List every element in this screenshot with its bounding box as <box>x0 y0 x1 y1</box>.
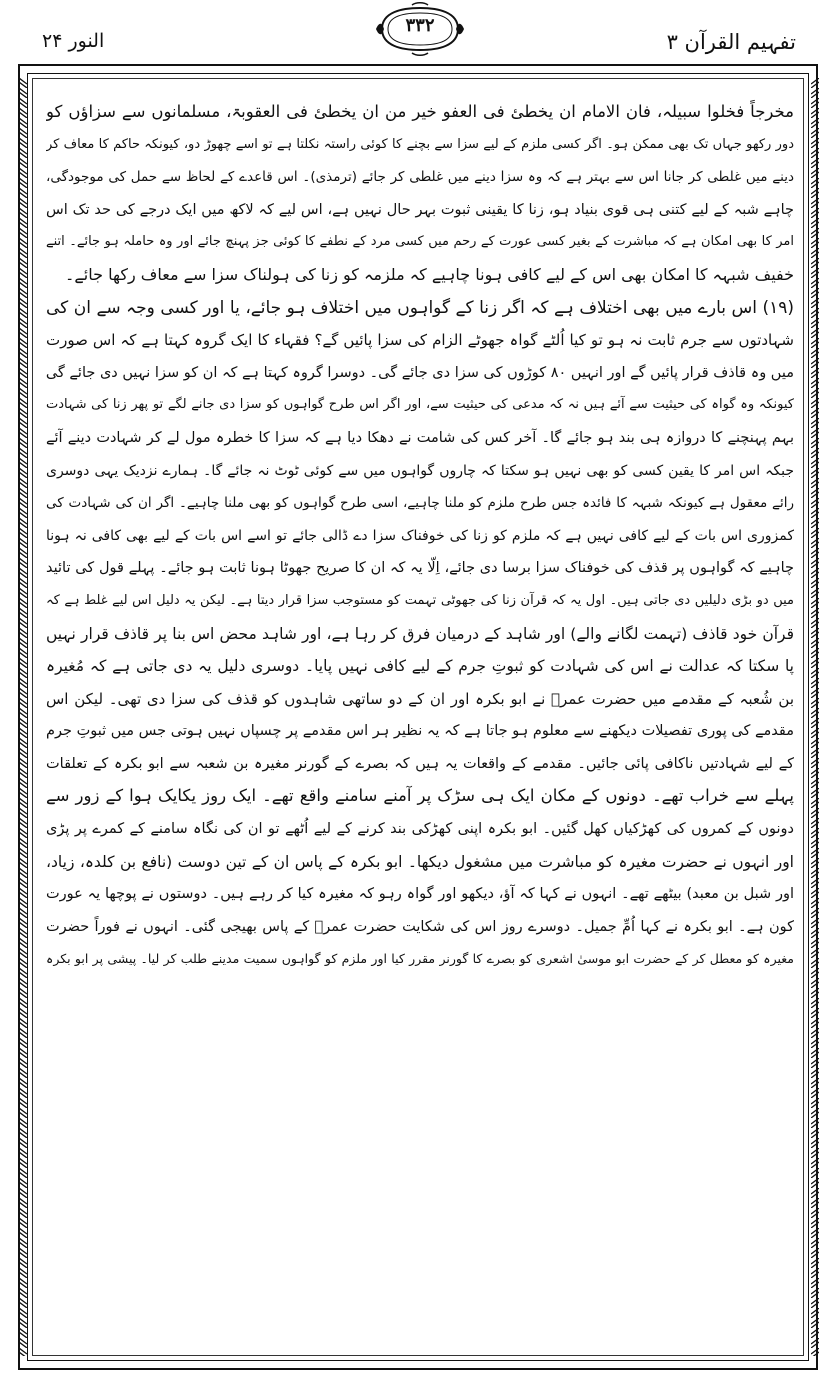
text-line: میں دو بڑی دلیلیں دی جاتی ہیں۔ اول یہ کہ قرآن زنا کی جھوٹی تہمت کو مستوجب سزا قرار دیتا ہے۔ لیکن یہ دلیل اس لیے غلط ہے کہ <box>46 592 794 608</box>
book-title: تفہیم القرآن ۳ <box>666 30 796 54</box>
page-header <box>0 0 840 70</box>
text-line: دور رکھو جہاں تک بھی ممکن ہو۔ اگر کسی ملزم کے لیے سزا سے بچنے کا کوئی راستہ نکلتا ہے تو اسے چھوڑ دو، کیونکہ حاکم کا معاف کر <box>46 136 794 152</box>
paragraph-2-note-19 <box>46 292 794 976</box>
text-line: خفیف شبہہ کا امکان بھی اس کے لیے کافی ہونا چاہیے کہ ملزمہ کو زنا کی ہولناک سزا سے معاف رکھا جائے۔ <box>65 264 794 284</box>
text-line: دونوں کے کمروں کی کھڑکیاں کھل گئیں۔ ابو بکرہ اپنی کھڑکی بند کرنے کے لیے اُٹھے تو ان کی نگاہ سامنے کے کمرے پر پڑی <box>46 821 794 838</box>
text-line: میں وہ قاذف قرار پائیں گے اور انہیں ۸۰ کوڑوں کی سزا دی جائے گی۔ دوسرا گروہ کہتا ہے کہ ان کو سزا نہیں دی جائے گی <box>46 364 794 381</box>
text-line: قرآن خود قاذف (تہمت لگانے والے) اور شاہد کے درمیان فرق کر رہا ہے، اور شاہد محض اس بنا پر قاذف قرار نہیں <box>46 624 794 643</box>
rope-border-right-icon <box>811 78 819 1356</box>
text-line: اور شبل بن معبد) بیٹھے تھے۔ انہوں نے کہا کہ آؤ، دیکھو اور گواہ رہو کہ مغیرہ کیا کر رہے ہیں۔ دوستوں نے پوچھا یہ عورت <box>46 886 794 903</box>
text-line: کے لیے شہادتیں ناکافی پائی جائیں۔ مقدمے کے واقعات یہ ہیں کہ بصرے کے گورنر مغیرہ بن شعبہ سے ابو بکرہ کے تعلقات <box>46 755 794 772</box>
text-line: پا سکتا کہ عدالت نے اس کی شہادت کو ثبوتِ جرم کے لیے کافی نہیں پایا۔ دوسری دلیل یہ دی جاتی ہے کہ مُغیرہ <box>46 657 794 676</box>
paragraph-1 <box>46 96 794 292</box>
text-line: چاہے شبہ کے لیے کتنی ہی قوی بنیاد ہو، زنا کا یقینی ثبوت بہر حال نہیں ہے، اس لیے کہ لاکھ میں ایک درجے کی حد تک اس <box>46 201 794 218</box>
commentary-text <box>46 96 794 976</box>
text-line: مقدمے کی پوری تفصیلات دیکھنے سے معلوم ہو جاتا ہے کہ یہ نظیر ہر اس مقدمے پر چسپاں نہیں ہوتی جس میں ثبوتِ جرم <box>46 723 794 740</box>
text-line: مخرجاً فخلوا سبیلہ، فان الامام ان یخطئ فی العفو خیر من ان یخطئ فی العقوبۃ، مسلمانوں سے سزاؤں کو <box>46 102 794 121</box>
text-line: چاہیے کہ گواہوں پر قذف کی خوفناک سزا برسا دی جائے، اِلّا یہ کہ ان کا صریح جھوٹا ہونا ثابت ہو جائے۔ پہلے قول کی تائید <box>46 560 794 577</box>
text-line: جبکہ اس امر کا یقین کسی کو بھی نہیں ہو سکتا کہ چاروں گواہوں میں سے کوئی ٹوٹ نہ جائے گا۔ ہمارے نزدیک یہی دوسری <box>46 462 794 479</box>
text-line: شہادتوں سے جرم ثابت نہ ہو تو کیا اُلٹے گواہ جھوٹے الزام کی سزا پائیں گے؟ فقہاء کا ایک گروہ کہتا ہے کہ اس صورت <box>46 331 794 350</box>
text-line: امر کا بھی امکان ہے کہ مباشرت کے بغیر کسی عورت کے رحم میں کسی مرد کے نطفے کا کوئی جز پہنچ جائے اور وہ حاملہ ہو جائے۔ اتنے <box>46 234 794 250</box>
text-line: کون ہے۔ ابو بکرہ نے کہا اُمِّ جمیل۔ دوسرے روز اس کی شکایت حضرت عمرؓ کے پاس بھیجی گئی۔ انہوں نے فوراً حضرت <box>46 918 794 935</box>
text-line: پہلے سے خراب تھے۔ دونوں کے مکان ایک ہی سڑک پر آمنے سامنے واقع تھے۔ ایک روز یکایک ہوا کے زور سے <box>46 786 794 806</box>
text-line: کیونکہ وہ گواہ کی حیثیت سے آئے ہیں نہ کہ مدعی کی حیثیت سے، اور اگر اس طرح گواہوں کو سزا دی جانے لگے تو پھر زنا کی شہادت <box>46 397 794 413</box>
text-line: بہم پہنچنے کا دروازہ ہی بند ہو جائے گا۔ آخر کس کی شامت نے دھکا دیا ہے کہ سزا کا خطرہ مول لے کر شہادت دینے آئے <box>46 429 794 446</box>
page-number-cartouche <box>372 2 468 56</box>
text-line: بن شُعبہ کے مقدمے میں حضرت عمرؓ نے ابو بکرہ اور ان کے دو ساتھی شاہدوں کو قذف کی سزا دی تھی۔ لیکن اس <box>46 689 794 708</box>
rope-border-left-icon <box>19 78 27 1356</box>
surah-reference: النور ۲۴ <box>42 30 105 52</box>
text-line: مغیرہ کو معطل کر کے حضرت ابو موسیٰ اشعری کو بصرے کا گورنر مقرر کیا اور ملزم کو گواہوں سمیت مدینے طلب کر لیا۔ پیشی پر ابو بکرہ <box>46 951 794 967</box>
page-number: ۳۳۲ <box>405 15 435 36</box>
text-line: کمزوری اس بات کے لیے کافی نہیں ہے کہ ملزم کو زنا کی خوفناک سزا دے ڈالی جائے تو اسے اس بات کے لیے بھی کافی نہ ہونا <box>46 527 794 544</box>
text-line: (۱۹) اس بارے میں بھی اختلاف ہے کہ اگر زنا کے گواہوں میں اختلاف ہو جائے، یا اور کسی وجہ سے ان کی <box>46 297 794 318</box>
text-line: دینے میں غلطی کر جانا اس سے بہتر ہے کہ وہ سزا دینے میں غلطی کر جائے (ترمذی)۔ اس قاعدے کے لحاظ سے حمل کی موجودگی، <box>46 169 794 186</box>
text-line: اور انہوں نے حضرت مغیرہ کو مباشرت میں مشغول دیکھا۔ ابو بکرہ کے پاس ان کے تین دوست (نافع بن کلدہ، زیاد، <box>46 852 794 871</box>
text-line: رائے معقول ہے کیونکہ شبہہ کا فائدہ جس طرح ملزم کو ملنا چاہیے، اسی طرح گواہوں کو بھی ملنا چاہیے۔ اگر ان کی شہادت کی <box>46 495 794 512</box>
